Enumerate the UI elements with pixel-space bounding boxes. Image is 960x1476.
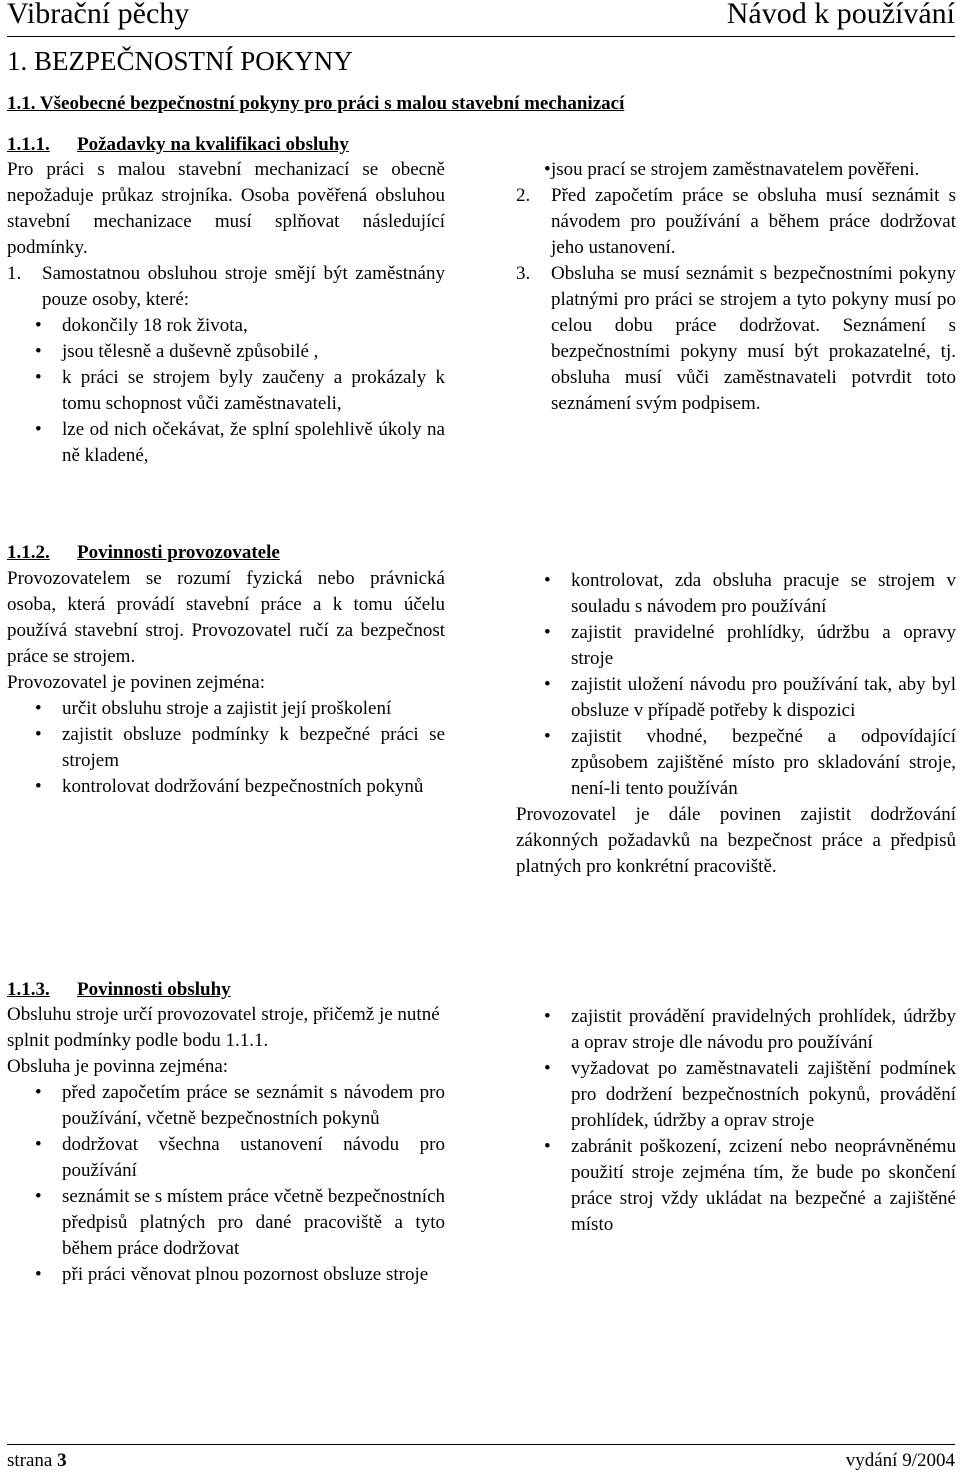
bullet-item: • dokončily 18 rok života,	[7, 313, 445, 339]
bullet-item: • kontrolovat, zda obsluha pracuje se strojem v souladu s návodem pro používání	[516, 568, 956, 620]
section-heading-1: 1. BEZPEČNOSTNÍ POKYNY	[7, 46, 353, 76]
subsection-number: 1.1.3.	[7, 979, 50, 1000]
subsection-heading-1-1-2	[7, 541, 280, 565]
bullet-item: • zajistit pravidelné prohlídky, údržbu a opravy stroje	[516, 620, 956, 672]
s112-right-column	[516, 568, 956, 880]
section-heading-1-1: 1.1. Všeobecné bezpečnostní pokyny pro práci s malou stavební mechanizací	[7, 93, 625, 114]
bullet-item: • vyžadovat po zaměstnavateli zajištění podmínek pro dodržení bezpečnostních pokynů, provádění prohlídek, údržby a oprav stroje	[516, 1056, 956, 1134]
item-number: 1.	[7, 263, 22, 284]
item-number: 3.	[516, 263, 531, 284]
s112-closing: Provozovatel je dále povinen zajistit dodržování zákonných požadavků na bezpečnost práce a předpisů platných pro konkrétní pracoviště.	[516, 804, 956, 877]
bullet-item: • zabránit poškození, zcizení nebo neoprávněnému použití stroje zejména tím, že bude po skončení práce stroj vždy ukládat na bezpečné a zajištěné místo	[516, 1134, 956, 1238]
s111-intro: Pro práci s malou stavební mechanizací se obecně nepožaduje průkaz strojníka. Osoba pověřená obsluhou stavební mechanizace musí splňovat následující podmínky.	[7, 159, 445, 258]
subsection-title: Povinnosti provozovatele	[77, 542, 280, 563]
subsection-number: 1.1.2.	[7, 542, 50, 563]
header-doc-type: Návod k používání	[726, 0, 955, 30]
s113-intro: Obsluhu stroje určí provozovatel stroje, přičemž je nutné splnit podmínky podle bodu 1.1.1.	[7, 1004, 440, 1051]
s112-left-column	[7, 566, 445, 800]
page-header	[7, 0, 955, 37]
s113-left-column	[7, 1002, 445, 1288]
s111-left-column	[7, 157, 445, 469]
bullet-item: • seznámit se s místem práce včetně bezpečnostních předpisů platných pro dané pracoviště a tyto během práce dodržovat	[7, 1184, 445, 1262]
s113-duty-intro: Obsluha je povinna zejména:	[7, 1056, 229, 1077]
bullet-item: • zajistit obsluze podmínky k bezpečné práci se strojem	[7, 722, 445, 774]
bullet-item: • jsou tělesně a duševně způsobilé ,	[7, 339, 445, 365]
s111-right-column	[516, 157, 956, 417]
bullet-item: • zajistit provádění pravidelných prohlídek, údržby a oprav stroje dle návodu pro používání	[516, 1004, 956, 1056]
subsection-heading-1-1-3	[7, 978, 231, 1002]
numbered-item: 3. Obsluha se musí seznámit s bezpečnostními pokyny platnými pro práci se strojem a tyto pokyny musí po celou dobu práce dodržovat. Seznámení s bezpečnostními pokyny musí být prokazatelné, tj. obsluha musí vůči zaměstnavateli potvrdit toto seznámení svým podpisem.	[516, 263, 956, 414]
item-number: 2.	[516, 185, 531, 206]
bullet-item: • k práci se strojem byly zaučeny a prokázaly k tomu schopnost vůči zaměstnavateli,	[7, 365, 445, 417]
bullet-item: • před započetím práce se seznámit s návodem pro používání, včetně bezpečnostních pokynů	[7, 1080, 445, 1132]
bullet-item: • při práci věnovat plnou pozornost obsluze stroje	[7, 1262, 445, 1288]
numbered-item: 2. Před započetím práce se obsluha musí seznámit s návodem pro používání a během práce dodržovat jeho ustanovení.	[516, 185, 956, 258]
bullet-item: • jsou prací se strojem zaměstnavatelem pověřeni.	[516, 157, 956, 183]
s112-duty-intro: Provozovatel je povinen zejména:	[7, 672, 265, 693]
numbered-item: 1. Samostatnou obsluhou stroje smějí být zaměstnány pouze osoby, které:	[7, 263, 445, 310]
edition-label: vydání 9/2004	[845, 1450, 955, 1471]
subsection-heading-1-1-1	[7, 133, 349, 157]
s113-right-column	[516, 1004, 956, 1238]
page-number: strana 3	[7, 1450, 67, 1471]
subsection-title: Povinnosti obsluhy	[77, 979, 231, 1000]
subsection-title: Požadavky na kvalifikaci obsluhy	[77, 134, 349, 155]
page-footer	[7, 1444, 955, 1476]
s112-intro: Provozovatelem se rozumí fyzická nebo právnická osoba, která provádí stavební práce a k tomu účelu používá stavební stroj. Provozovatel ručí za bezpečnost práce se strojem.	[7, 568, 445, 667]
bullet-item: • zajistit vhodné, bezpečné a odpovídající způsobem zajištěné místo pro skladování stroje, není-li tento používán	[516, 724, 956, 802]
bullet-item: • lze od nich očekávat, že splní spolehlivě úkoly na ně kladené,	[7, 417, 445, 469]
bullet-item: • zajistit uložení návodu pro používání tak, aby byl obsluze v případě potřeby k dispozici	[516, 672, 956, 724]
bullet-item: • kontrolovat dodržování bezpečnostních pokynů	[7, 774, 445, 800]
header-title: Vibrační pěchy	[7, 0, 190, 30]
bullet-item: • dodržovat všechna ustanovení návodu pro používání	[7, 1132, 445, 1184]
subsection-number: 1.1.1.	[7, 134, 50, 155]
bullet-item: • určit obsluhu stroje a zajistit její proškolení	[7, 696, 445, 722]
